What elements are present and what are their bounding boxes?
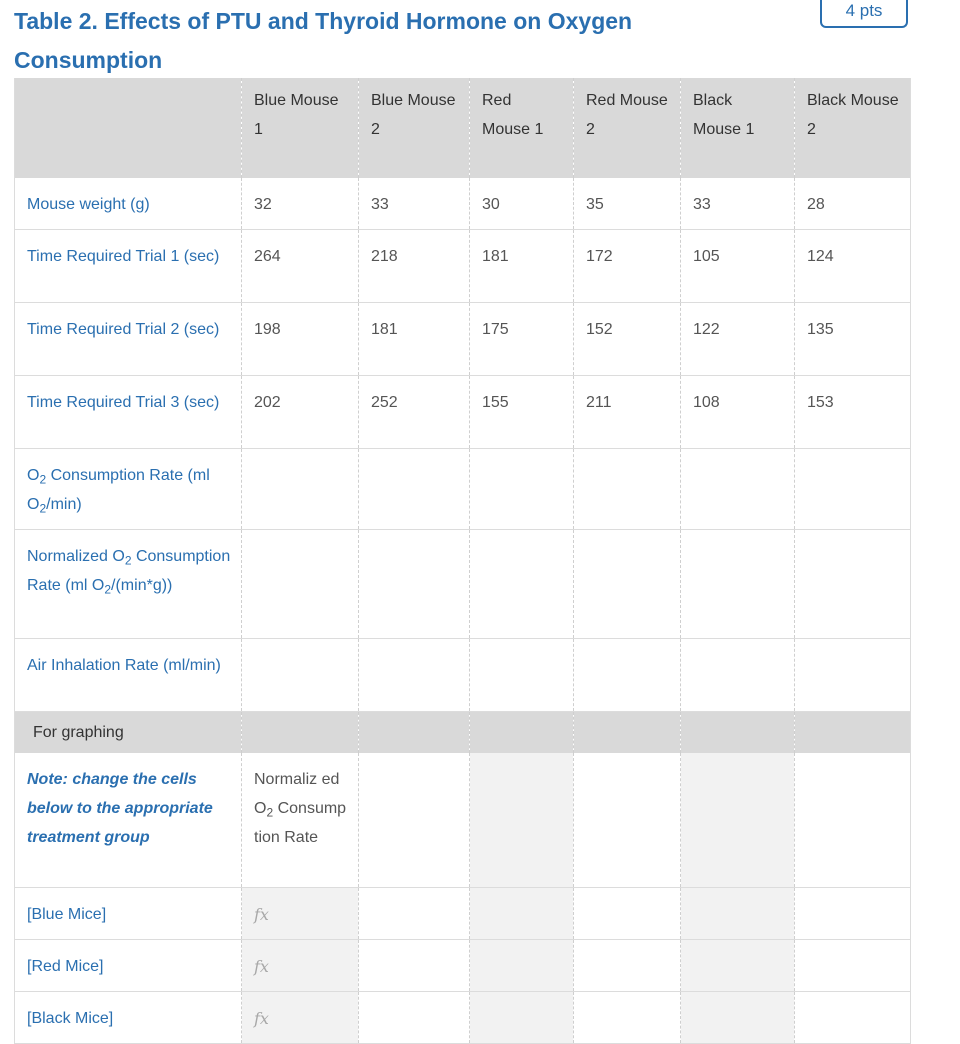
data-cell[interactable]: 122 bbox=[681, 303, 795, 376]
data-cell[interactable]: 264 bbox=[242, 230, 359, 303]
empty-cell[interactable] bbox=[681, 992, 795, 1044]
empty-cell[interactable] bbox=[681, 753, 795, 888]
row-label: Time Required Trial 1 (sec) bbox=[15, 230, 242, 303]
empty-cell[interactable] bbox=[681, 940, 795, 992]
empty-cell[interactable] bbox=[795, 449, 911, 530]
column-header: Blue Mouse 2 bbox=[359, 78, 470, 178]
group-label: [Blue Mice] bbox=[15, 888, 242, 940]
section-cell bbox=[470, 712, 574, 754]
row-label: Normalized $O_2$ Consumption Rate (ml $O_2/(\min*g)$) bbox=[15, 530, 242, 639]
column-header: Red Mouse 1 bbox=[470, 78, 574, 178]
empty-cell[interactable] bbox=[470, 940, 574, 992]
table-row-o2-consumption bbox=[15, 449, 911, 530]
empty-cell[interactable] bbox=[470, 992, 574, 1044]
data-cell[interactable]: 153 bbox=[795, 376, 911, 449]
column-header: Red Mouse 2 bbox=[574, 78, 681, 178]
oxygen-consumption-table bbox=[14, 78, 911, 1044]
table-row-graphing-note bbox=[15, 753, 911, 888]
table-row-red-mice bbox=[15, 940, 911, 992]
data-cell[interactable]: 28 bbox=[795, 178, 911, 230]
empty-cell[interactable] bbox=[681, 639, 795, 712]
data-cell[interactable]: 211 bbox=[574, 376, 681, 449]
section-cell bbox=[242, 712, 359, 754]
table-row-normalized-o2 bbox=[15, 530, 911, 639]
section-row-for-graphing bbox=[15, 712, 911, 754]
data-cell[interactable]: 218 bbox=[359, 230, 470, 303]
row-label: Time Required Trial 2 (sec) bbox=[15, 303, 242, 376]
empty-cell[interactable] bbox=[242, 530, 359, 639]
empty-cell[interactable] bbox=[574, 449, 681, 530]
empty-cell[interactable] bbox=[574, 753, 681, 888]
data-cell[interactable]: 35 bbox=[574, 178, 681, 230]
table-row-blue-mice bbox=[15, 888, 911, 940]
data-cell[interactable]: 252 bbox=[359, 376, 470, 449]
data-cell[interactable]: 202 bbox=[242, 376, 359, 449]
empty-cell[interactable] bbox=[681, 530, 795, 639]
table-title: Table 2. Effects of PTU and Thyroid Hormone on Oxygen Consumption bbox=[14, 8, 633, 73]
table-row-trial-3 bbox=[15, 376, 911, 449]
empty-cell[interactable] bbox=[359, 530, 470, 639]
data-cell[interactable]: 175 bbox=[470, 303, 574, 376]
data-cell[interactable]: 108 bbox=[681, 376, 795, 449]
formula-cell[interactable]: fx bbox=[242, 888, 359, 940]
section-label: For graphing bbox=[15, 712, 242, 754]
empty-cell[interactable] bbox=[470, 449, 574, 530]
header-row bbox=[15, 78, 911, 178]
column-header: Blue Mouse 1 bbox=[242, 78, 359, 178]
data-cell[interactable]: 135 bbox=[795, 303, 911, 376]
data-cell[interactable]: 155 bbox=[470, 376, 574, 449]
header-empty-cell bbox=[15, 78, 242, 178]
data-cell[interactable]: 152 bbox=[574, 303, 681, 376]
graphing-note: Note: change the cells below to the appropriate treatment group bbox=[15, 753, 242, 888]
empty-cell[interactable] bbox=[470, 753, 574, 888]
graphing-column-header: Normaliz ed $O_2$ Consump tion Rate bbox=[242, 753, 359, 888]
data-cell[interactable]: 32 bbox=[242, 178, 359, 230]
data-cell[interactable]: 105 bbox=[681, 230, 795, 303]
empty-cell[interactable] bbox=[359, 940, 470, 992]
empty-cell[interactable] bbox=[574, 992, 681, 1044]
table-row-mouse-weight bbox=[15, 178, 911, 230]
section-cell bbox=[681, 712, 795, 754]
formula-cell[interactable]: fx bbox=[242, 992, 359, 1044]
data-cell[interactable]: 33 bbox=[681, 178, 795, 230]
empty-cell[interactable] bbox=[242, 639, 359, 712]
data-cell[interactable]: 181 bbox=[470, 230, 574, 303]
empty-cell[interactable] bbox=[359, 753, 470, 888]
data-cell[interactable]: 30 bbox=[470, 178, 574, 230]
empty-cell[interactable] bbox=[359, 888, 470, 940]
empty-cell[interactable] bbox=[574, 940, 681, 992]
empty-cell[interactable] bbox=[242, 449, 359, 530]
table-row-black-mice bbox=[15, 992, 911, 1044]
row-label: Mouse weight (g) bbox=[15, 178, 242, 230]
table-row-trial-2 bbox=[15, 303, 911, 376]
row-label: Time Required Trial 3 (sec) bbox=[15, 376, 242, 449]
data-cell[interactable]: 172 bbox=[574, 230, 681, 303]
column-header: Black Mouse 2 bbox=[795, 78, 911, 178]
data-cell[interactable]: 198 bbox=[242, 303, 359, 376]
empty-cell[interactable] bbox=[359, 992, 470, 1044]
points-badge: 4 pts bbox=[820, 0, 908, 28]
empty-cell[interactable] bbox=[795, 940, 911, 992]
empty-cell[interactable] bbox=[795, 639, 911, 712]
empty-cell[interactable] bbox=[795, 992, 911, 1044]
data-cell[interactable]: 124 bbox=[795, 230, 911, 303]
empty-cell[interactable] bbox=[681, 888, 795, 940]
group-label: [Red Mice] bbox=[15, 940, 242, 992]
column-header: Black Mouse 1 bbox=[681, 78, 795, 178]
group-label: [Black Mice] bbox=[15, 992, 242, 1044]
empty-cell[interactable] bbox=[470, 639, 574, 712]
row-label: $O_2$ Consumption Rate (ml $O_2/\min$) bbox=[15, 449, 242, 530]
empty-cell[interactable] bbox=[359, 639, 470, 712]
section-cell bbox=[795, 712, 911, 754]
empty-cell[interactable] bbox=[574, 639, 681, 712]
empty-cell[interactable] bbox=[795, 888, 911, 940]
empty-cell[interactable] bbox=[795, 753, 911, 888]
empty-cell[interactable] bbox=[574, 530, 681, 639]
empty-cell[interactable] bbox=[574, 888, 681, 940]
empty-cell[interactable] bbox=[681, 449, 795, 530]
formula-cell[interactable]: fx bbox=[242, 940, 359, 992]
empty-cell[interactable] bbox=[470, 888, 574, 940]
empty-cell[interactable] bbox=[795, 530, 911, 639]
table-row-trial-1 bbox=[15, 230, 911, 303]
data-cell[interactable]: 181 bbox=[359, 303, 470, 376]
table-row-air-inhalation bbox=[15, 639, 911, 712]
data-cell[interactable]: 33 bbox=[359, 178, 470, 230]
empty-cell[interactable] bbox=[359, 449, 470, 530]
section-cell bbox=[574, 712, 681, 754]
section-cell bbox=[359, 712, 470, 754]
empty-cell[interactable] bbox=[470, 530, 574, 639]
row-label: Air Inhalation Rate (ml/min) bbox=[15, 639, 242, 712]
